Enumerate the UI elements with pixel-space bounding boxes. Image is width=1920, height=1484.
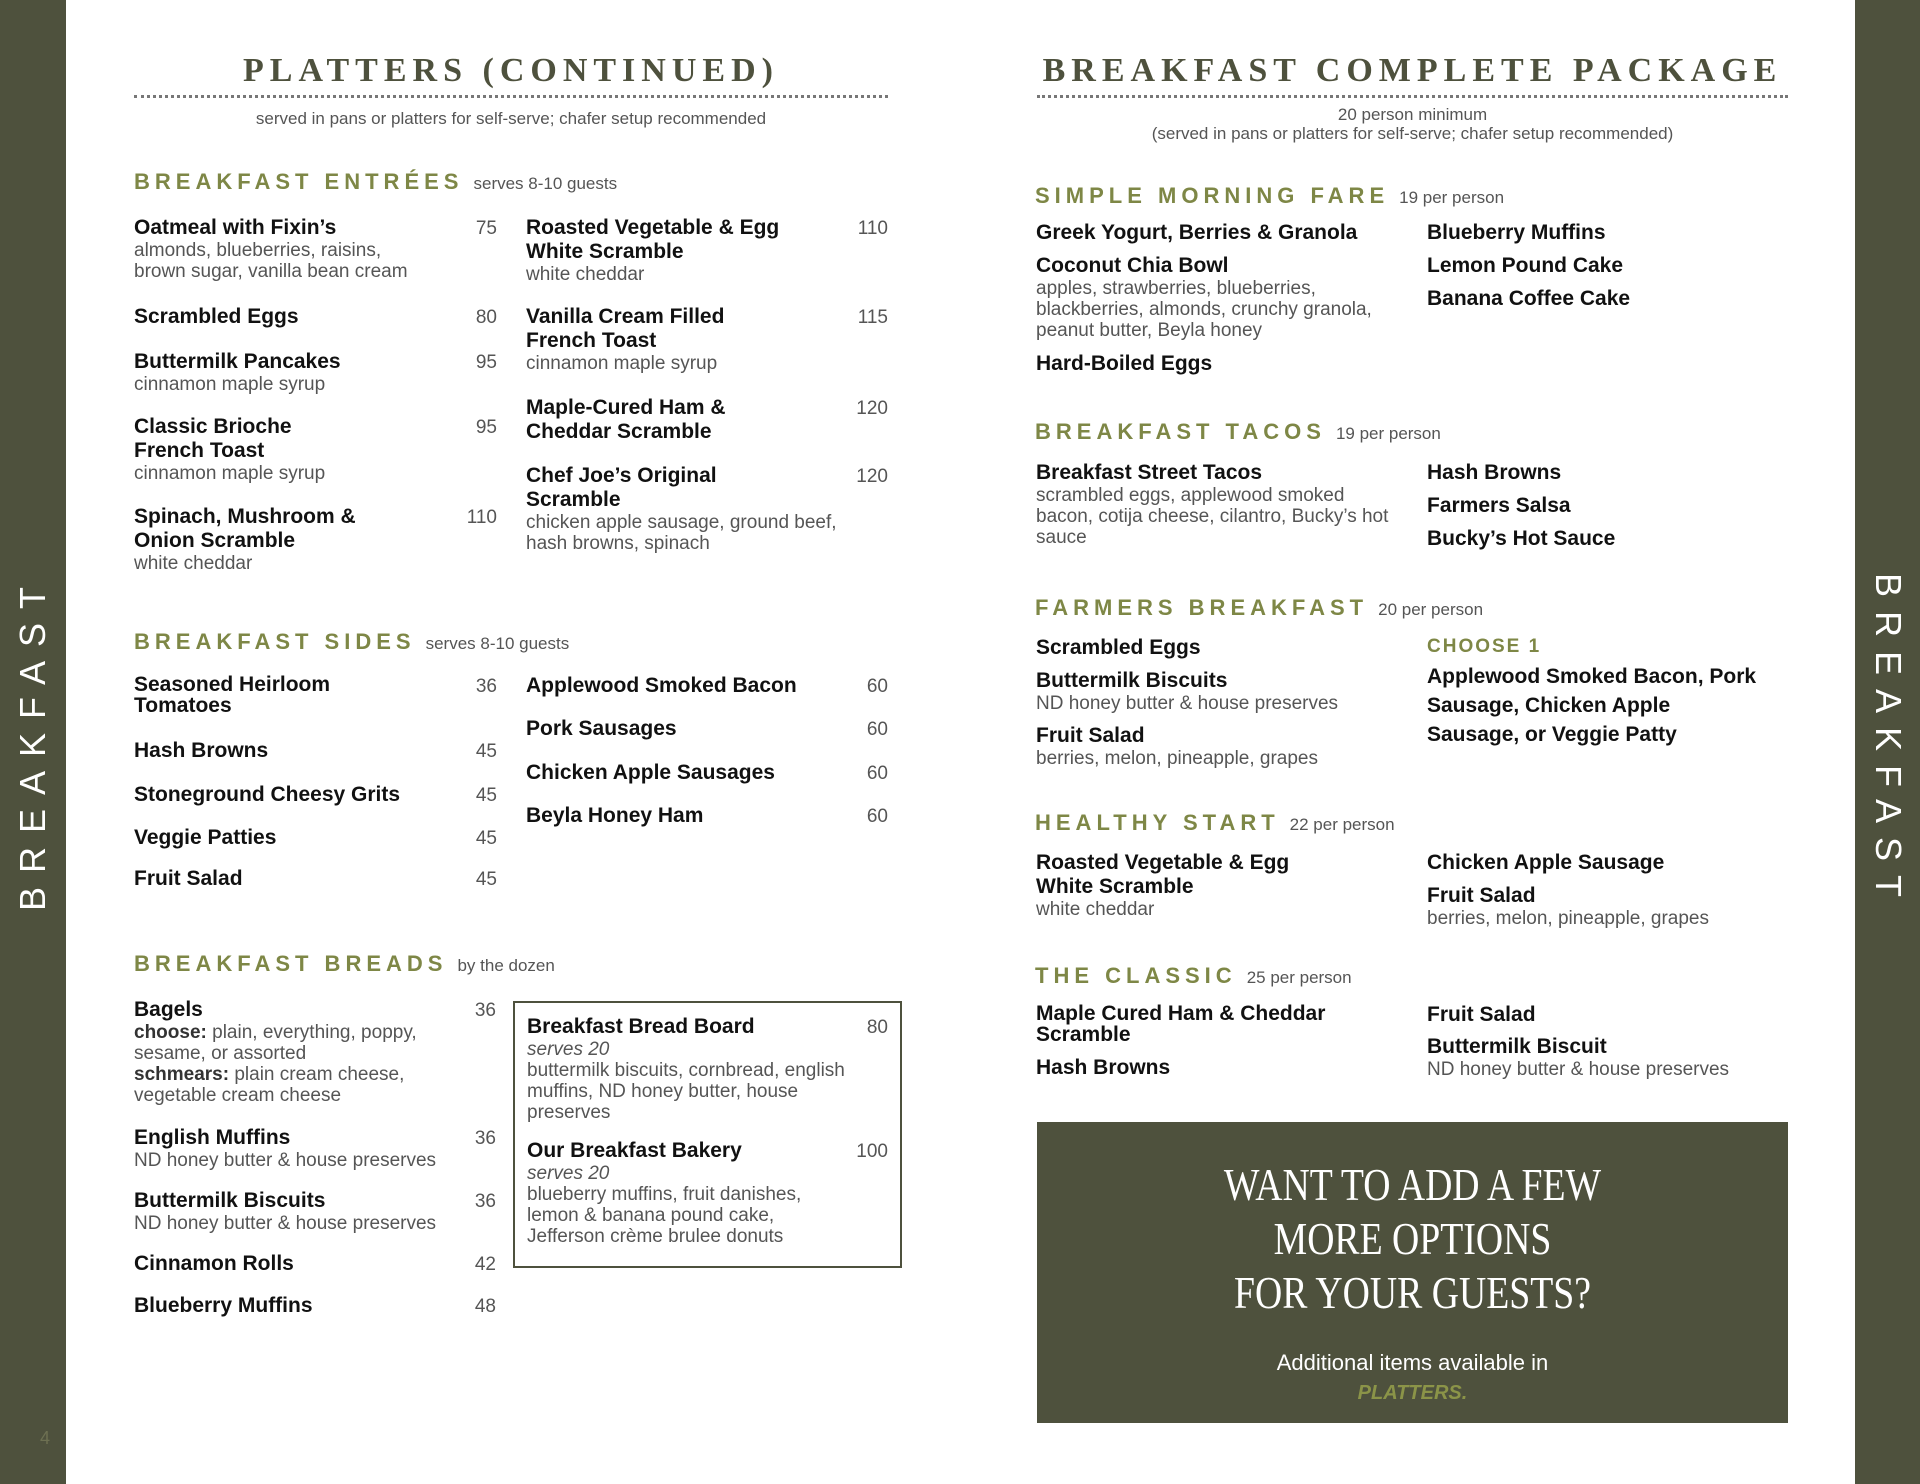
package-title: BREAKFAST TACOS xyxy=(1035,419,1326,444)
item-name: English Muffins xyxy=(134,1126,291,1149)
item-name: Buttermilk Biscuits xyxy=(134,1189,326,1212)
item-name: Fruit Salad xyxy=(1427,1003,1536,1026)
package-price: 22 per person xyxy=(1289,815,1395,834)
item-desc: white cheddar xyxy=(1036,899,1155,920)
item-name: Hard-Boiled Eggs xyxy=(1036,352,1213,375)
item-desc: chicken apple sausage, ground beef, hash browns, spinach xyxy=(526,512,837,554)
item-name: Coconut Chia Bowl xyxy=(1036,254,1229,277)
item-desc: ND honey butter & house preserves xyxy=(134,1150,437,1171)
item-name: Roasted Vegetable & Egg White Scramble xyxy=(526,216,780,263)
item-desc: berries, melon, pineapple, grapes xyxy=(1036,748,1319,769)
item-desc: almonds, blueberries, raisins, brown sugar, vanilla bean cream xyxy=(134,240,408,282)
category-title: BREAKFAST ENTRÉES xyxy=(134,169,464,194)
menu-item xyxy=(134,739,434,763)
choose-text: plain, everything, poppy, sesame, or assorted xyxy=(134,1022,417,1064)
category-title: BREAKFAST BREADS xyxy=(134,951,448,976)
schmears-text: plain cream cheese, vegetable cream cheese xyxy=(134,1064,405,1106)
menu-item xyxy=(526,717,826,741)
item-price: 80 xyxy=(475,307,497,328)
item-serves: serves 20 xyxy=(527,1163,610,1184)
item-price: 120 xyxy=(856,398,888,419)
item-name: Veggie Patties xyxy=(134,826,277,849)
menu-item xyxy=(134,826,434,850)
item-price: 45 xyxy=(475,869,497,890)
item-price: 110 xyxy=(466,507,497,528)
package-item xyxy=(1036,1003,1376,1045)
menu-item xyxy=(134,1252,434,1276)
divider-left xyxy=(134,95,888,98)
item-name: Chicken Apple Sausage xyxy=(1427,851,1665,874)
package-price: 19 per person xyxy=(1335,424,1441,443)
item-name: Applewood Smoked Bacon, Pork Sausage, Chicken Apple Sausage, or Veggie Patty xyxy=(1427,665,1757,746)
item-name: Oatmeal with Fixin’s xyxy=(134,216,337,239)
category-breakfast-breads xyxy=(134,951,555,977)
item-name: Banana Coffee Cake xyxy=(1427,287,1631,310)
menu-item xyxy=(134,350,434,395)
item-name: Greek Yogurt, Berries & Granola xyxy=(1036,221,1358,244)
item-desc: cinnamon maple syrup xyxy=(134,463,326,484)
menu-item xyxy=(526,216,786,285)
item-name: Farmers Salsa xyxy=(1427,494,1571,517)
item-desc: ND honey butter & house preserves xyxy=(134,1213,437,1234)
item-name: Blueberry Muffins xyxy=(134,1294,313,1317)
package-price: 19 per person xyxy=(1399,188,1505,207)
menu-item xyxy=(134,1189,484,1234)
promo-text: Additional items available in xyxy=(1276,1350,1549,1375)
promo-line: WANT TO ADD A FEW xyxy=(1223,1159,1602,1210)
menu-item xyxy=(526,761,826,785)
package-item xyxy=(1427,287,1757,311)
item-desc: cinnamon maple syrup xyxy=(134,374,326,395)
item-price: 120 xyxy=(856,466,888,487)
item-price: 95 xyxy=(475,352,497,373)
item-name: Our Breakfast Bakery xyxy=(527,1139,742,1162)
item-name: Blueberry Muffins xyxy=(1427,221,1606,244)
package-title: SIMPLE MORNING FARE xyxy=(1035,183,1390,208)
page-number: 4 xyxy=(40,1428,51,1448)
subtitle-right-2: (served in pans or platters for self-serve; chafer setup recommended) xyxy=(1151,124,1674,143)
menu-item xyxy=(526,674,846,698)
item-name: Buttermilk Biscuits xyxy=(1036,669,1228,692)
item-name: Chef Joe’s Original Scramble xyxy=(526,464,717,511)
item-price: 115 xyxy=(857,307,888,328)
item-price: 36 xyxy=(474,1191,496,1212)
menu-item xyxy=(526,305,786,374)
package-item xyxy=(1036,724,1406,769)
package-the-classic xyxy=(1035,963,1352,989)
item-name: Maple Cured Ham & Cheddar Scramble xyxy=(1036,1002,1326,1046)
package-simple-morning-fare xyxy=(1035,183,1504,209)
page-title-left: PLATTERS (CONTINUED) xyxy=(243,52,779,89)
item-name: Scrambled Eggs xyxy=(1036,636,1201,659)
item-price: 48 xyxy=(474,1296,496,1317)
package-breakfast-tacos xyxy=(1035,419,1441,445)
item-name: Buttermilk Pancakes xyxy=(134,350,341,373)
item-serves: serves 20 xyxy=(527,1039,610,1060)
item-price: 95 xyxy=(475,417,497,438)
sidebar-label-left: BREAKFAST xyxy=(12,572,53,912)
item-price: 75 xyxy=(475,218,497,239)
item-desc: apples, strawberries, blueberries, blackberries, almonds, crunchy granola, peanut butter, Beyla honey xyxy=(1036,278,1372,341)
menu-item xyxy=(134,674,394,716)
item-name: Stoneground Cheesy Grits xyxy=(134,783,401,806)
item-name: Bucky’s Hot Sauce xyxy=(1427,527,1616,550)
item-price: 45 xyxy=(475,828,497,849)
package-item xyxy=(1036,221,1416,245)
item-name: Cinnamon Rolls xyxy=(134,1252,294,1275)
item-name: Lemon Pound Cake xyxy=(1427,254,1624,277)
item-desc: berries, melon, pineapple, grapes xyxy=(1427,908,1710,929)
menu-item xyxy=(134,1126,484,1171)
item-price: 80 xyxy=(866,1017,888,1038)
package-item xyxy=(1427,254,1757,278)
item-name: Buttermilk Biscuit xyxy=(1427,1035,1607,1058)
category-note: serves 8-10 guests xyxy=(473,174,618,193)
item-price: 36 xyxy=(474,1128,496,1149)
item-desc: ND honey butter & house preserves xyxy=(1036,693,1339,714)
item-name: Hash Browns xyxy=(1427,461,1562,484)
package-item xyxy=(1036,851,1296,920)
item-price: 110 xyxy=(857,218,888,239)
package-price: 25 per person xyxy=(1246,968,1352,987)
item-name: Classic Brioche French Toast xyxy=(134,415,292,462)
item-desc xyxy=(134,1064,464,1106)
item-name: Chicken Apple Sausages xyxy=(526,761,775,784)
choose-label: CHOOSE 1 xyxy=(1427,636,1542,657)
package-item xyxy=(1036,254,1386,341)
category-title: BREAKFAST SIDES xyxy=(134,629,416,654)
item-desc xyxy=(134,1022,464,1064)
subtitle-left: served in pans or platters for self-serve; chafer setup recommended xyxy=(255,109,767,128)
item-price: 36 xyxy=(475,676,497,697)
package-farmers-breakfast xyxy=(1035,595,1483,621)
item-name: Vanilla Cream Filled French Toast xyxy=(526,305,725,352)
item-name: Roasted Vegetable & Egg White Scramble xyxy=(1036,851,1290,898)
subtitle-right-1: 20 person minimum xyxy=(1337,105,1488,124)
package-item xyxy=(1427,1003,1767,1027)
item-name: Breakfast Bread Board xyxy=(527,1015,755,1038)
left-sidebar xyxy=(0,0,66,1484)
promo-line: FOR YOUR GUESTS? xyxy=(1234,1267,1591,1318)
category-note: serves 8-10 guests xyxy=(425,634,570,653)
package-item xyxy=(1036,636,1406,660)
item-name: Pork Sausages xyxy=(526,717,677,740)
package-item xyxy=(1427,221,1757,245)
item-name: Fruit Salad xyxy=(1036,724,1145,747)
category-breakfast-sides xyxy=(134,629,569,655)
item-price: 45 xyxy=(475,741,497,762)
right-sidebar xyxy=(1855,0,1920,1484)
item-desc: buttermilk biscuits, cornbread, english muffins, ND honey butter, house preserves xyxy=(527,1060,845,1123)
promo-banner xyxy=(1037,1122,1788,1423)
package-price: 20 per person xyxy=(1378,600,1484,619)
item-desc: white cheddar xyxy=(134,553,253,574)
item-price: 60 xyxy=(866,676,888,697)
choose-label: choose: xyxy=(134,1022,207,1043)
item-name: Applewood Smoked Bacon xyxy=(526,674,797,697)
item-name: Breakfast Street Tacos xyxy=(1036,461,1263,484)
menu-item xyxy=(134,1294,434,1318)
schmears-label: schmears: xyxy=(134,1064,230,1085)
menu-item xyxy=(134,867,434,891)
package-item xyxy=(1036,461,1406,548)
item-price: 60 xyxy=(866,763,888,784)
menu-item xyxy=(134,305,434,329)
item-desc: scrambled eggs, applewood smoked bacon, cotija cheese, cilantro, Bucky’s hot sauce xyxy=(1036,485,1389,548)
platters-link[interactable]: PLATTERS. xyxy=(1357,1382,1468,1404)
item-price: 42 xyxy=(474,1254,496,1275)
package-healthy-start xyxy=(1035,810,1395,836)
package-title: THE CLASSIC xyxy=(1035,963,1237,988)
item-name: Fruit Salad xyxy=(134,867,243,890)
package-item xyxy=(1427,494,1757,518)
menu-item xyxy=(134,216,434,282)
item-name: Maple-Cured Ham & Cheddar Scramble xyxy=(526,396,726,443)
package-item xyxy=(1427,1035,1777,1080)
item-name: Hash Browns xyxy=(1036,1056,1171,1079)
item-desc: ND honey butter & house preserves xyxy=(1427,1059,1730,1080)
menu-item xyxy=(134,783,444,807)
package-title: FARMERS BREAKFAST xyxy=(1035,595,1369,620)
package-item xyxy=(1427,461,1757,485)
choose-options xyxy=(1427,662,1767,749)
package-title: HEALTHY START xyxy=(1035,810,1280,835)
package-item xyxy=(1036,1056,1376,1080)
menu-item xyxy=(527,1015,857,1123)
menu-item xyxy=(527,1139,857,1247)
item-name: Bagels xyxy=(134,998,203,1021)
menu-item xyxy=(134,415,344,484)
menu-item xyxy=(134,505,394,574)
item-desc: blueberry muffins, fruit danishes, lemon & banana pound cake, Jefferson crème brulee donuts xyxy=(527,1184,802,1247)
item-name: Beyla Honey Ham xyxy=(526,804,704,827)
package-item xyxy=(1427,851,1757,875)
page-title-right: BREAKFAST COMPLETE PACKAGE xyxy=(1042,52,1783,89)
package-item xyxy=(1427,527,1757,551)
divider-right xyxy=(1037,95,1788,98)
menu-item xyxy=(526,804,826,828)
package-item xyxy=(1036,669,1406,714)
menu-item xyxy=(526,396,786,444)
item-price: 36 xyxy=(474,1000,496,1021)
item-name: Seasoned Heirloom Tomatoes xyxy=(134,673,331,717)
menu-item-bagels xyxy=(134,998,464,1106)
category-breakfast-entrees xyxy=(134,169,617,195)
item-price: 60 xyxy=(866,806,888,827)
item-name: Spinach, Mushroom & Onion Scramble xyxy=(134,505,356,552)
item-desc: white cheddar xyxy=(526,264,645,285)
item-name: Hash Browns xyxy=(134,739,269,762)
sidebar-label-right: BREAKFAST xyxy=(1867,572,1909,912)
item-name: Fruit Salad xyxy=(1427,884,1536,907)
package-item xyxy=(1036,352,1386,376)
promo-line: MORE OPTIONS xyxy=(1273,1213,1552,1264)
item-price: 60 xyxy=(866,719,888,740)
item-name: Scrambled Eggs xyxy=(134,305,299,328)
promo-heading xyxy=(1105,1158,1721,1320)
menu-item xyxy=(526,464,846,554)
category-note: by the dozen xyxy=(457,956,555,975)
item-desc: cinnamon maple syrup xyxy=(526,353,718,374)
item-price: 100 xyxy=(856,1141,888,1162)
item-price: 45 xyxy=(475,785,497,806)
package-item xyxy=(1427,884,1767,929)
